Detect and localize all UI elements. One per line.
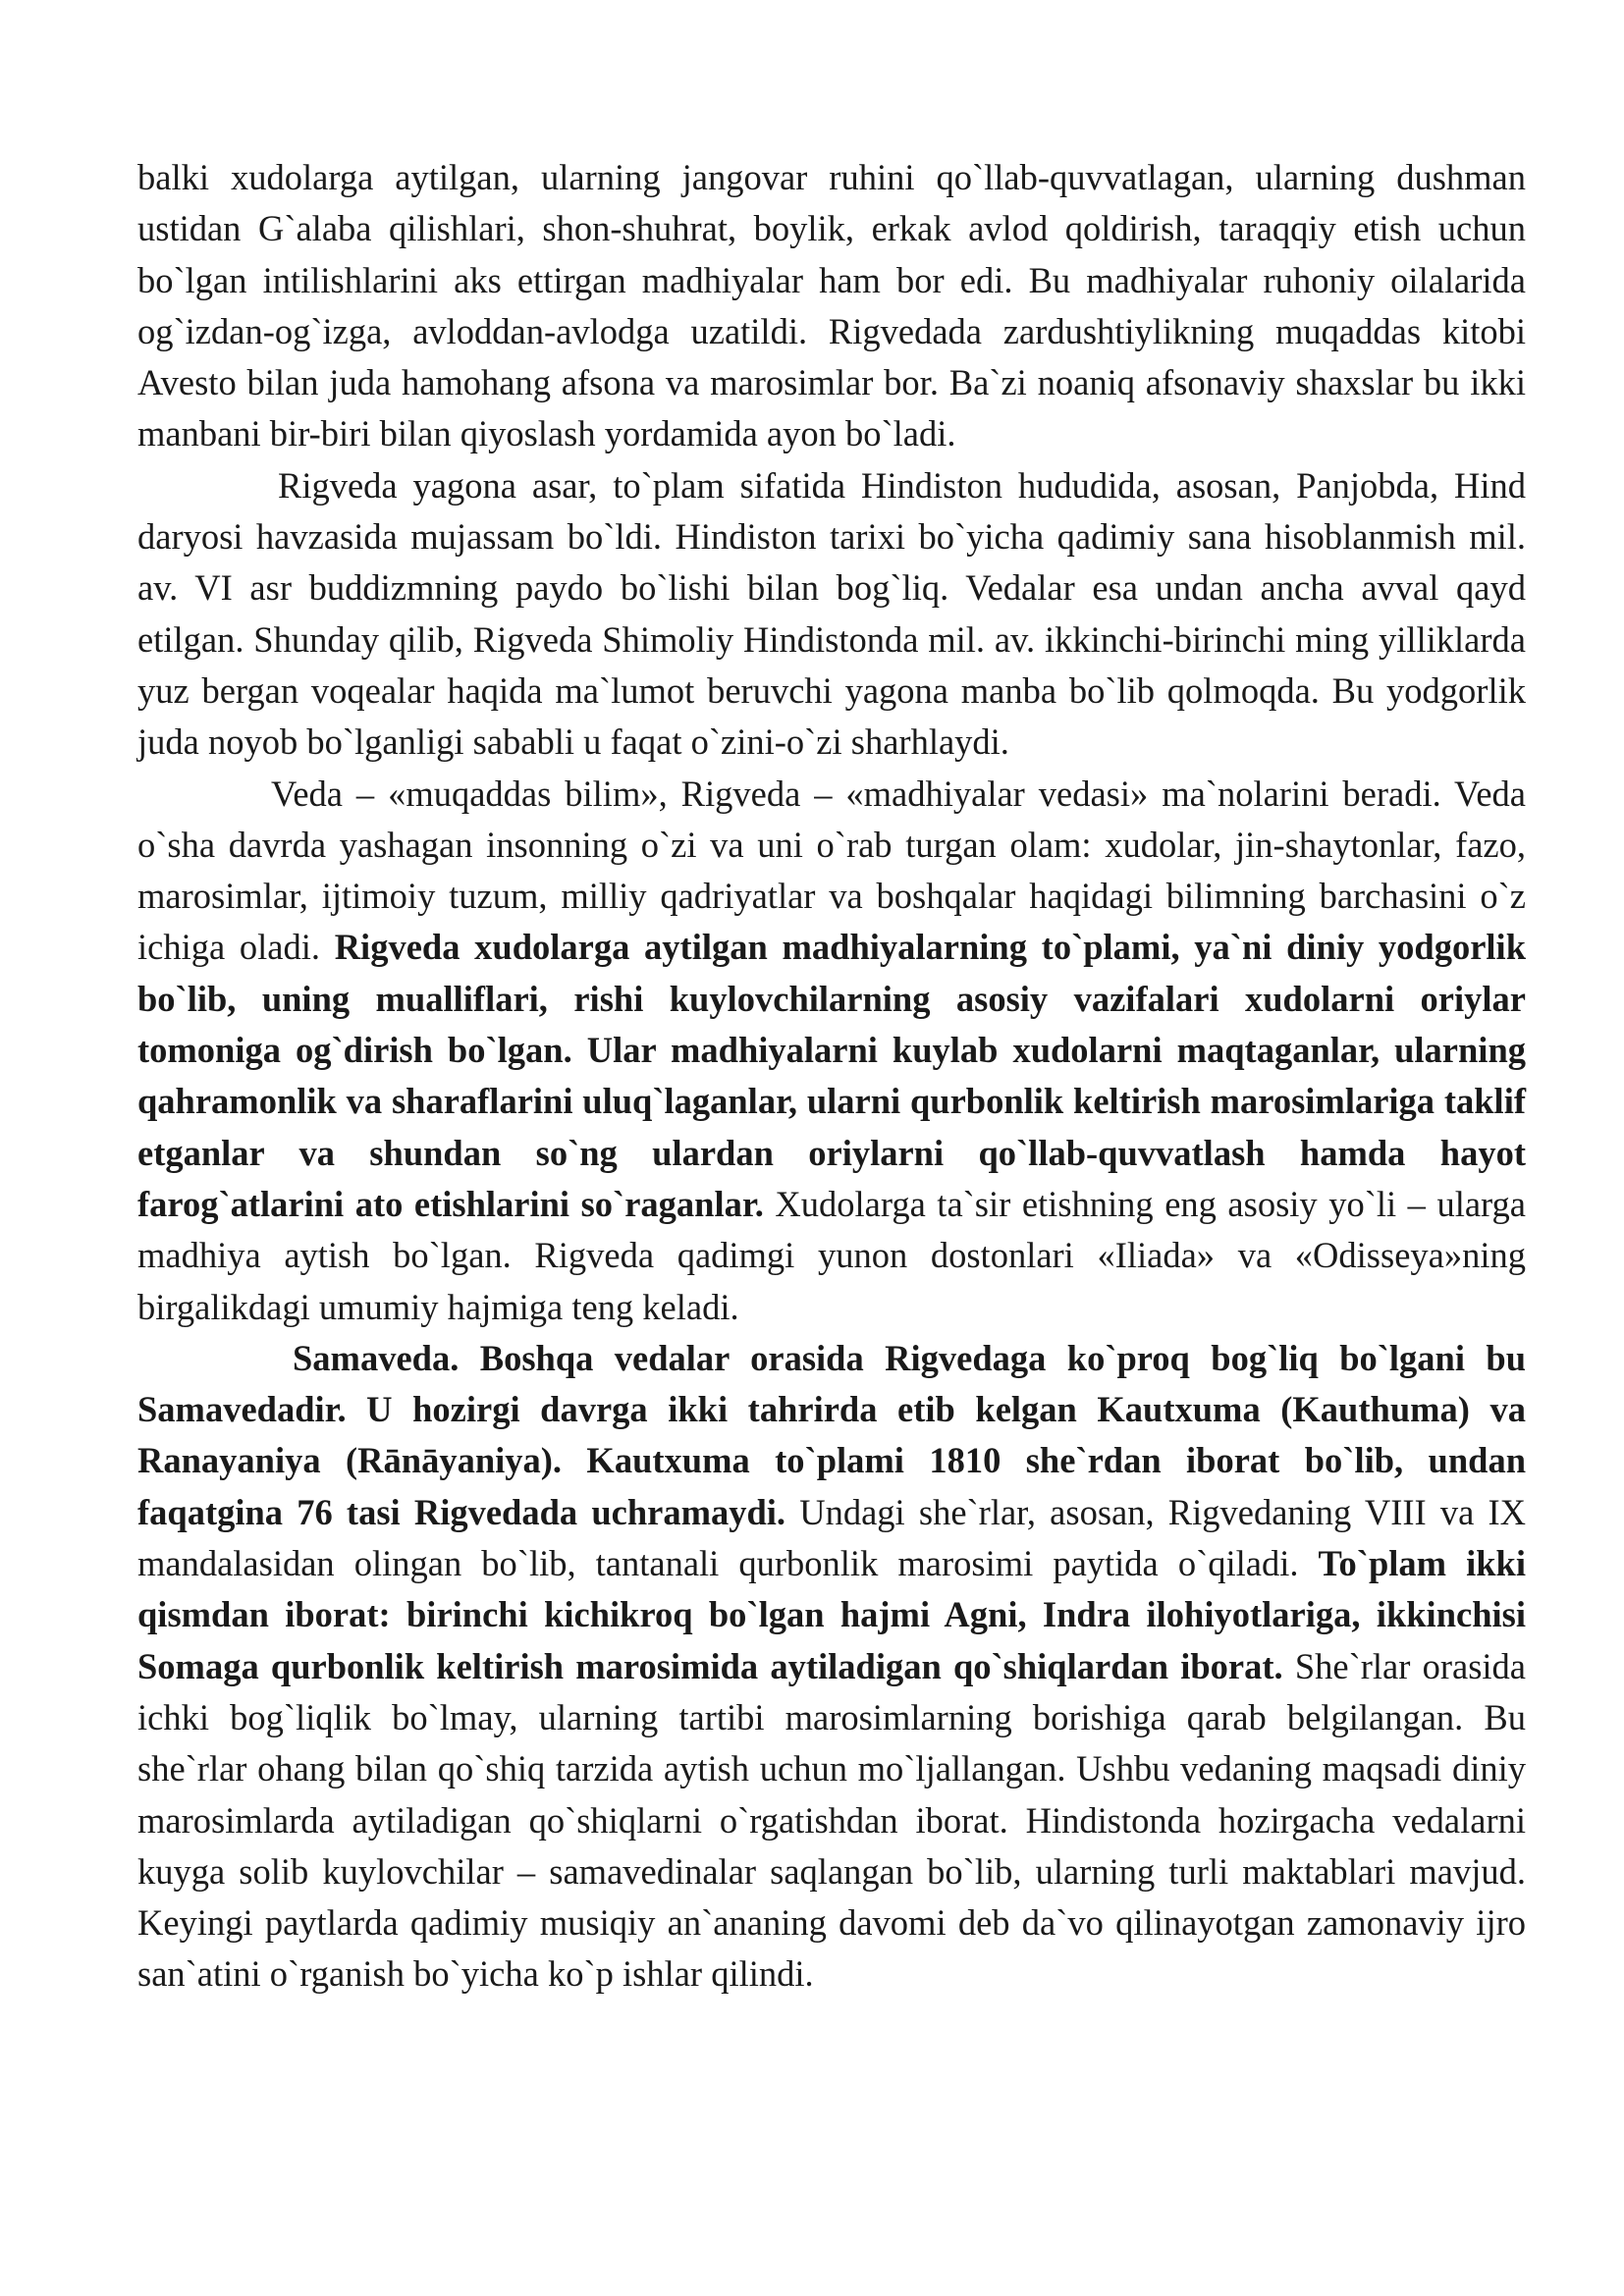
paragraph-4-bold-text-1: Samaveda. Boshqa vedalar orasida Rigvedaga ko`proq bog`liq bo`lgani bu Samavedadir. U hozirgi davrga ikki tahrirda etib kelgan Kautxuma (Kauthuma) va Ranayaniya (Rānāyaniya). Kautxuma to`plami 1810 she`rdan iborat bo`lib, undan faqatgina 76 tasi Rigvedada uchramaydi.: [137, 1337, 1526, 1532]
paragraph-3-bold-text: Rigveda xudolarga aytilgan madhiyalarning to`plami, ya`ni diniy yodgorlik bo`lib, uning mualliflari, rishi kuylovchilarning asosiy vazifalari xudolarni oriylar tomoniga og`dirish bo`lgan. Ular madhiyalarni kuylab xudolarni maqtaganlar, ularning qahramonlik va sharaflarini uluq`laganlar, ularni qurbonlik keltirish marosimlariga taklif etganlar va shundan so`ng ulardan oriylarni qo`llab-quvvatlash hamda hayot farog`atlarini ato etishlarini so`raganlar.: [137, 927, 1526, 1224]
paragraph-4-text-2: She`rlar orasida ichki bog`liqlik bo`lmay, ularning tartibi marosimlarning borishiga qarab belgilangan. Bu she`rlar ohang bilan qo`shiq tarzida aytish uchun mo`ljallangan. Ushbu vedaning maqsadi diniy marosimlarda aytiladigan qo`shiqlarni o`rgatishdan iborat. Hindistonda hozirgacha vedalarni kuyga solib kuylovchilar – samavedinalar saqlangan bo`lib, ularning turli maktablari mavjud. Keyingi paytlarda qadimiy musiqiy an`ananing davomi deb da`vo qilinayotgan zamonaviy ijro san`atini o`rganish bo`yicha ko`p ishlar qilindi.: [137, 1645, 1526, 1995]
paragraph-4-text-1: Undagi she`rlar, asosan, Rigvedaning VIII va IX mandalasidan olingan bo`lib, tantanali qurbonlik marosimi paytida o`qiladi.: [137, 1491, 1526, 1584]
paragraph-4: [137, 1333, 1526, 2001]
paragraph-2: [137, 460, 1526, 769]
paragraph-2-text: Rigveda yagona asar, to`plam sifatida Hindiston hududida, asosan, Panjobda, Hind daryosi havzasida mujassam bo`ldi. Hindiston tarixi bo`yicha qadimiy sana hisoblanmish mil. av. VI asr buddizmning paydo bo`lishi bilan bog`liq. Vedalar esa undan ancha avval qayd etilgan. Shunday qilib, Rigveda Shimoliy Hindistonda mil. av. ikkinchi-birinchi ming yilliklarda yuz bergan voqealar haqida ma`lumot beruvchi yagona manba bo`lib qolmoqda. Bu yodgorlik juda noyob bo`lganligi sababli u faqat o`zini-o`zi sharhlaydi.: [137, 464, 1526, 763]
paragraph-3: [137, 769, 1526, 1333]
paragraph-3-text-2: Xudolarga ta`sir etishning eng asosiy yo`li – ularga madhiya aytish bo`lgan. Rigveda qadimgi yunon dostonlari «Iliada» va «Odisseya»ning birgalikdagi umumiy hajmiga teng keladi.: [137, 1183, 1526, 1327]
paragraph-1: [137, 152, 1526, 460]
document-page: [137, 152, 1526, 2001]
paragraph-4-bold-text-2: To`plam ikki qismdan iborat: birinchi kichikroq bo`lgan hajmi Agni, Indra ilohiyotlariga, ikkinchisi Somaga qurbonlik keltirish marosimida aytiladigan qo`shiqlardan iborat.: [137, 1543, 1526, 1686]
paragraph-3-text-1: Veda – «muqaddas bilim», Rigveda – «madhiyalar vedasi» ma`nolarini beradi. Veda o`sha davrda yashagan insonning o`zi va uni o`rab turgan olam: xudolar, jin-shaytonlar, fazo, marosimlar, ijtimoiy tuzum, milliy qadriyatlar va boshqalar haqidagi bilimning barchasini o`z ichiga oladi.: [137, 773, 1526, 968]
paragraph-1-text: balki xudolarga aytilgan, ularning jangovar ruhini qo`llab-quvvatlagan, ularning dushman ustidan G`alaba qilishlari, shon-shuhrat, boylik, erkak avlod qoldirish, taraqqiy etish uchun bo`lgan intilishlarini aks ettirgan madhiyalar ham bor edi. Bu madhiyalar ruhoniy oilalarida og`izdan-og`izga, avloddan-avlodga uzatildi. Rigvedada zardushtiylikning muqaddas kitobi Avesto bilan juda hamohang afsona va marosimlar bor. Ba`zi noaniq afsonaviy shaxslar bu ikki manbani bir-biri bilan qiyoslash yordamida ayon bo`ladi.: [137, 157, 1526, 454]
